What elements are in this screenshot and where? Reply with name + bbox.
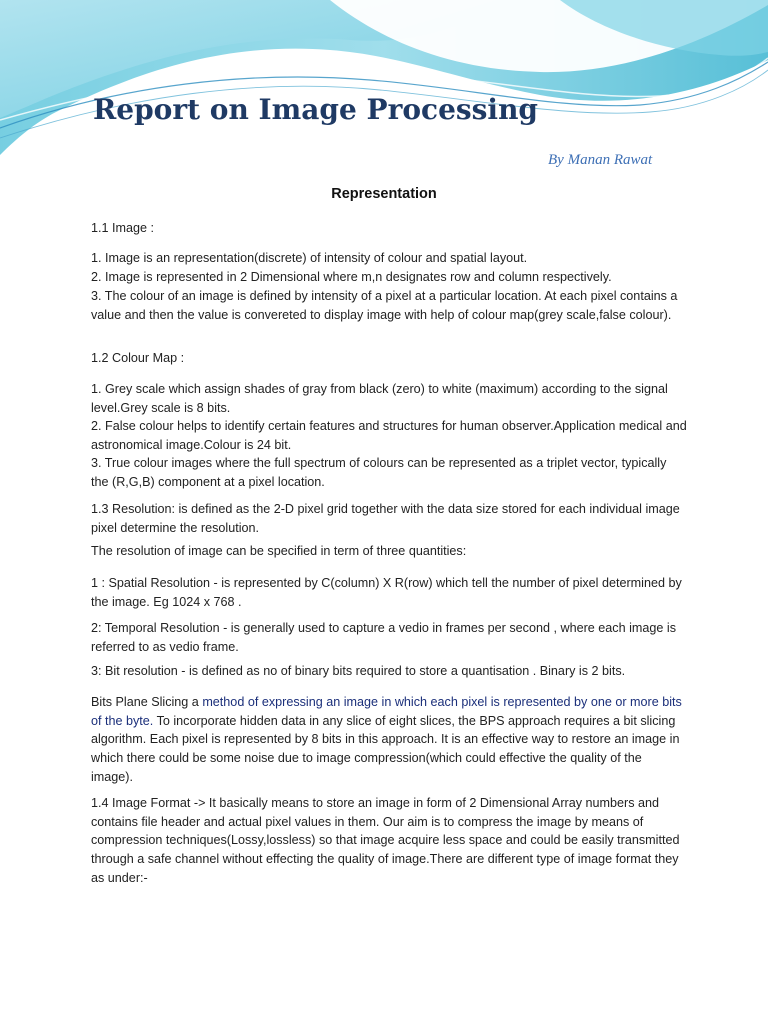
image-item-1: 1. Image is an representation(discrete) of intensity of colour and spatial layout. xyxy=(91,251,528,265)
image-item-3: 3. The colour of an image is defined by intensity of a pixel at a particular location. At each pixel contains a value and then the value is convereted to display image with help of colour map(grey scale,false colour). xyxy=(91,289,678,322)
temporal-resolution: 2: Temporal Resolution - is generally used to capture a vedio in frames per second , where each image is referred to as vedio frame. xyxy=(91,621,676,654)
author-line: By Manan Rawat xyxy=(548,152,653,168)
image-item-2: 2. Image is represented in 2 Dimensional where m,n designates row and column respectively. xyxy=(91,270,612,284)
bit-plane-slicing-paragraph xyxy=(91,693,687,787)
colour-item-3: 3. True colour images where the full spectrum of colours can be represented as a triplet vector, typically the (R,G,B) component at a pixel location. xyxy=(91,456,667,489)
header-wave-banner xyxy=(0,0,768,170)
section-heading: Representation xyxy=(331,186,437,202)
image-format-paragraph: 1.4 Image Format -> It basically means to store an image in form of 2 Dimensional Array numbers and contains file header and actual pixel values in them. Our aim is to compress the image by means of compression techniques(Lossy,lossless) so that image acquire less space and could be easily transmitted through a safe channel without effecting the quality of image.There are different type of image format they as under:- xyxy=(91,796,680,885)
colour-item-1: 1. Grey scale which assign shades of gray from black (zero) to white (maximum) according to the signal level.Grey scale is 8 bits. xyxy=(91,382,668,415)
colour-item-2: 2. False colour helps to identify certain features and structures for human observer.Application medical and astronomical image.Colour is 24 bit. xyxy=(91,419,687,452)
bps-definition-link[interactable]: method of expressing an image in which each pixel is represented by one or more bits of the byte. xyxy=(91,695,682,728)
report-title: Report on Image Processing xyxy=(93,93,539,126)
bps-lead: Bits Plane Slicing a xyxy=(91,695,203,709)
resolution-paragraph: 1.3 Resolution: is defined as the 2-D pixel grid together with the data size stored for each individual image pixel determine the resolution. xyxy=(91,502,680,535)
spatial-resolution: 1 : Spatial Resolution - is represented by C(column) X R(row) which tell the number of pixel determined by the image. Eg 1024 x 768 . xyxy=(91,576,682,609)
colour-map-heading: 1.2 Colour Map : xyxy=(91,351,185,365)
bps-rest: To incorporate hidden data in any slice of eight slices, the BPS approach requires a bit slicing algorithm. Each pixel is represented by 8 bits in this approach. It is an effective way to restore an image in which there could be some noise due to image compression(which could effective the quality of the image). xyxy=(91,713,680,784)
bit-resolution: 3: Bit resolution - is defined as no of binary bits required to store a quantisation . Binary is 2 bits. xyxy=(91,664,626,678)
resolution-intro: The resolution of image can be specified in term of three quantities: xyxy=(91,544,467,558)
image-heading: 1.1 Image : xyxy=(91,221,155,235)
